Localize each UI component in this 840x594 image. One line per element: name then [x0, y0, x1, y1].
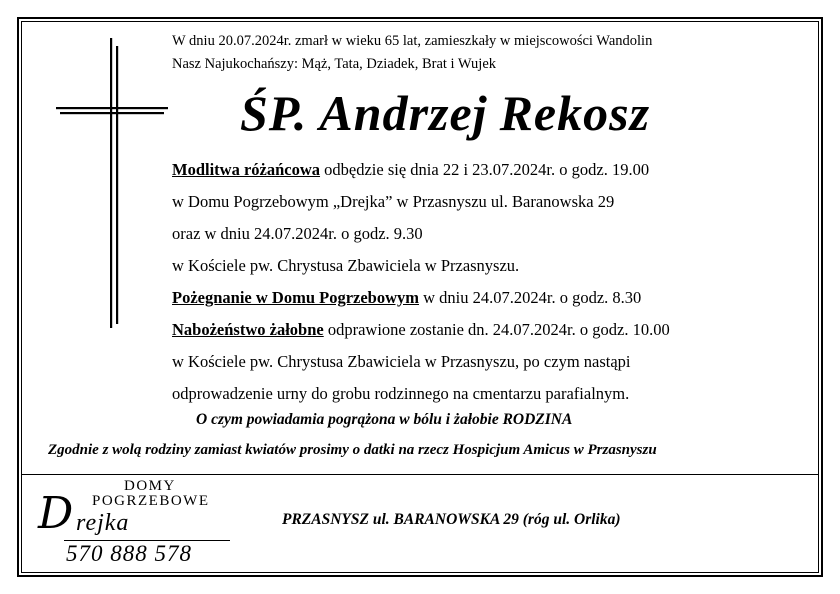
- intro-death-info: W dniu 20.07.2024r. zmarł w wieku 65 lat, zamieszkały w miejscowości Wandolin: [172, 33, 653, 49]
- mass-text: odprawione zostanie dn. 24.07.2024r. o godz. 10.00: [323, 320, 670, 339]
- logo-initial: D: [38, 488, 74, 539]
- cross-icon: [52, 38, 172, 328]
- rosary-place: w Domu Pogrzebowym „Drejka” w Przasnyszu ul. Baranowska 29: [172, 192, 615, 211]
- rosary-text: odbędzie się dnia 22 i 23.07.2024r. o godz. 19.00: [320, 160, 650, 179]
- farewell-text: w dniu 24.07.2024r. o godz. 8.30: [419, 288, 642, 307]
- intro-family-roles: Nasz Najukochańszy: Mąż, Tata, Dziadek, Brat i Wujek: [172, 56, 497, 72]
- farewell-label: Pożegnanie w Domu Pogrzebowym: [172, 288, 420, 307]
- rosary-extra-place: w Kościele pw. Chrystusa Zbawiciela w Przasnyszu.: [172, 256, 520, 275]
- mass-line: [172, 320, 670, 340]
- donation-request: Zgodnie z wolą rodziny zamiast kwiatów prosimy o datki na rzecz Hospicjum Amicus w Przasnyszu: [48, 442, 657, 458]
- family-announcement: O czym powiadamia pogrążona w bólu i żałobie RODZINA: [196, 411, 573, 428]
- deceased-name: [240, 84, 650, 142]
- last-name: Rekosz: [499, 85, 651, 141]
- farewell-line: [172, 288, 641, 308]
- rosary-label: Modlitwa różańcowa: [172, 160, 321, 179]
- mass-after: odprowadzenie urny do grobu rodzinnego na cmentarzu parafialnym.: [172, 384, 630, 403]
- logo-brand: rejka: [76, 510, 130, 536]
- rosary-line: [172, 160, 649, 180]
- phone-number: 570 888 578: [66, 541, 192, 566]
- logo-pogrzebowe: POGRZEBOWE: [92, 493, 210, 509]
- funeral-home-logo: [36, 478, 246, 570]
- mass-label: Nabożeństwo żałobne: [172, 320, 324, 339]
- first-name: Andrzej: [319, 85, 488, 141]
- mass-place: w Kościele pw. Chrystusa Zbawiciela w Przasnyszu, po czym nastąpi: [172, 352, 631, 371]
- funeral-home-address: PRZASNYSZ ul. BARANOWSKA 29 (róg ul. Orlika): [282, 511, 621, 528]
- footer-divider: [21, 474, 819, 475]
- rosary-extra: oraz w dniu 24.07.2024r. o godz. 9.30: [172, 224, 423, 243]
- name-prefix: ŚP.: [240, 85, 308, 141]
- logo-domy: DOMY: [124, 478, 176, 494]
